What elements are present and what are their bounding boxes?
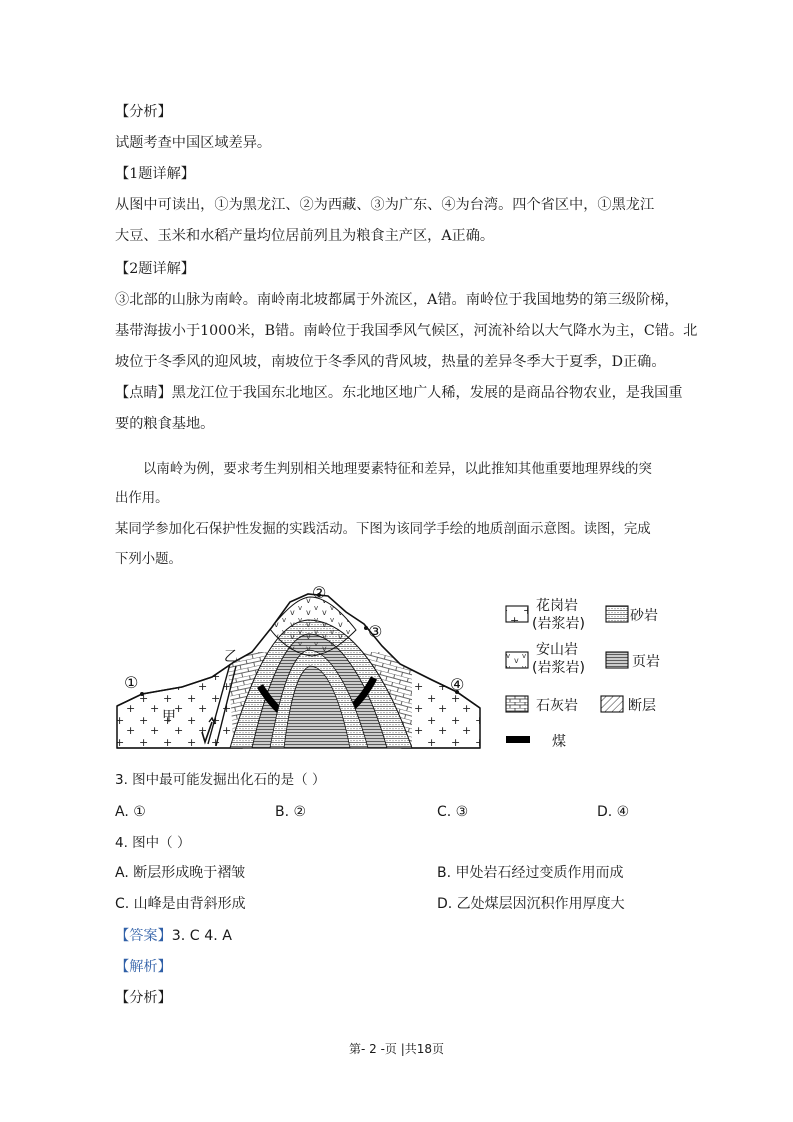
answer-label: 【答案】 [115, 928, 172, 944]
legend-coal: 煤 [552, 734, 566, 750]
fenxi-heading: 【分析】 [115, 990, 172, 1006]
answer-line [115, 926, 232, 946]
passage-line-1: 以南岭为例，要求考生判别相关地理要素特征和差异，以此推知其他重要地理界线的突 [143, 462, 652, 477]
legend-granite: 花岗岩 [536, 598, 578, 614]
marker-3: ③ [368, 622, 383, 641]
legend-fault: 断层 [628, 698, 656, 714]
q3-option-b: B. ② [275, 804, 307, 820]
tip-line-2: 要的粮食基地。 [115, 416, 215, 432]
legend-limestone: 石灰岩 [536, 698, 578, 714]
q3-option-c: C. ③ [437, 804, 469, 820]
q3-option-d: D. ④ [597, 804, 630, 820]
legend-granite-sub: (岩浆岩) [532, 616, 585, 632]
marker-1: ① [124, 673, 139, 692]
q4-stem: 4. 图中（ ） [115, 835, 191, 851]
legend-andesite: 安山岩 [536, 642, 578, 658]
q2-detail-line-3: 坡位于冬季风的迎风坡，南坡位于冬季风的背风坡，热量的差异冬季大于夏季，D正确。 [115, 354, 666, 370]
marker-2: ② [312, 583, 327, 602]
passage-line-2: 出作用。 [115, 491, 169, 506]
q4-option-d: D. 乙处煤层因沉积作用厚度大 [437, 896, 625, 912]
analysis-heading: 【分析】 [115, 104, 172, 120]
q4-option-a: A. 断层形成晚于褶皱 [115, 865, 246, 881]
q4-option-c: C. 山峰是由背斜形成 [115, 896, 246, 912]
q1-detail-line-1: 从图中可读出，①为黑龙江、②为西藏、③为广东、④为台湾。四个省区中，①黑龙江 [115, 197, 655, 213]
q2-detail-heading: 【2题详解】 [115, 261, 195, 277]
q1-detail-heading: 【1题详解】 [115, 166, 195, 182]
q4-option-b: B. 甲处岩石经过变质作用而成 [437, 865, 624, 881]
passage-line-3: 某同学参加化石保护性发掘的实践活动。下图为该同学手绘的地质剖面示意图。读图，完成 [115, 522, 651, 537]
geologic-cross-section [112, 582, 682, 754]
legend-andesite-sub: (岩浆岩) [532, 660, 585, 676]
legend-shale: 页岩 [632, 654, 660, 670]
page-footer: 第- 2 -页 |共18页 [348, 1042, 445, 1056]
label-yi: 乙 [224, 649, 238, 665]
q2-detail-line-2: 基带海拔小于1000米，B错。南岭位于我国季风气候区，河流补给以大气降水为主，C错。北 [115, 323, 698, 339]
jiexi-heading: 【解析】 [115, 959, 172, 975]
legend [506, 597, 660, 750]
q2-detail-line-1: ③北部的山脉为南岭。南岭南北坡都属于外流区，A错。南岭位于我国地势的第三级阶梯， [115, 292, 679, 308]
q3-stem: 3. 图中最可能发掘出化石的是（ ） [115, 772, 326, 788]
label-jia: 甲 [162, 709, 176, 725]
q1-detail-line-2: 大豆、玉米和水稻产量均位居前列且为粮食主产区，A正确。 [115, 228, 495, 244]
passage-line-4: 下列小题。 [115, 552, 182, 567]
legend-sandstone: 砂岩 [630, 608, 658, 624]
tip-line-1: 【点睛】黑龙江位于我国东北地区。东北地区地广人稀，发展的是商品谷物农业，是我国重 [115, 385, 683, 401]
analysis-intro: 试题考查中国区域差异。 [115, 135, 272, 151]
q3-option-a: A. ① [115, 804, 146, 820]
marker-4: ④ [450, 675, 465, 694]
answer-text: 3. C 4. A [171, 928, 232, 944]
